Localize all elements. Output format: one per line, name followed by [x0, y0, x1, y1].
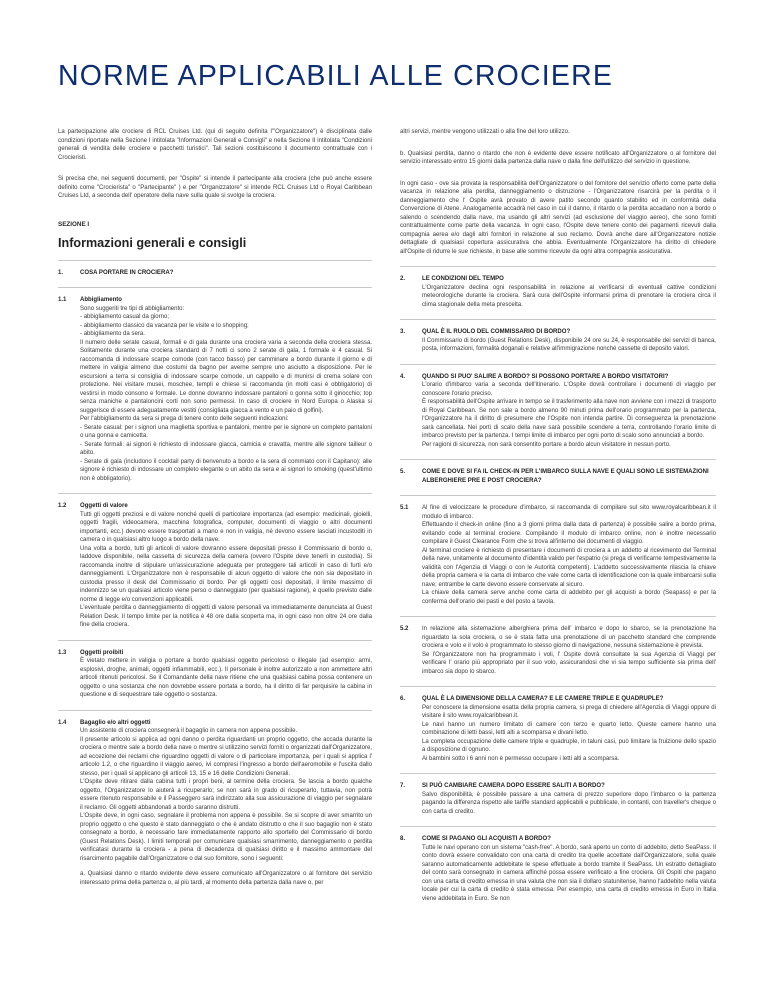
item-line: - Serate di gala (includono il cocktail party di benvenuto a bordo e la sera di commiato con il Capitano): alle signore è richiesto di indossare un completo elegante o un abito da sera e ai signori lo smoking (quest'ultimo non è obbligatorio).: [80, 458, 372, 482]
question-4: [400, 373, 716, 450]
question-title: QUAL È IL RUOLO DEL COMMISSARIO DI BORDO?: [422, 329, 571, 335]
item-text: Al fine di velocizzare le procedure d'imbarco, si raccomanda di compilare sul sito www.royalcaribbean.it il modulo di imbarco. Effettuando il check-in online (fino a 3 giorni prima dalla data di partenza) è possibile salire a bordo prima, evitando code al terminal crociere. Compilando il modulo di imbarco online, non è inoltre necessario compilare il Guest Clearance Form che si trova all'interno dei documenti di viaggio. Al terminal crociere è richiesto di presentare i documenti di crociera a un addetto al ricevimento del Terminal della nave, unitamente al documento d'identità valido per l'espatrio (si prega di verificarne tempestivamente la validità con l'Agenzia di Viaggi o con le Autorità competenti). L'addetto successivamente rilascia la chiave della propria camera e la carta di imbarco che vale come carta di identificazione con la quale imbarcarsi sulla nave; entrambe le carte devono essere conservate al sicuro. La chiave della camera serve anche come carta di addebito per gli acquisti a bordo (Seapass) e per la conferma dell'orario dei pasti e del posto a tavola.: [422, 505, 716, 605]
question-number: 3.: [400, 329, 406, 335]
question-text: L'Organizzatore declina ogni responsabilità in relazione al verificarsi di eventuali cattive condizioni meteorologiche durante la crociera. Sarà cura dell'Ospite informarsi prima di prenotare la crociera circa il clima stagionale della meta prescelta.: [422, 284, 716, 308]
question-number: 5.: [400, 469, 406, 475]
continued-paragraph: b. Qualsiasi perdita, danno o ritardo che non è evidente deve essere notificato all'Organizzatore o al fornitore del servizio interessato entro 15 giorni dalla partenza dalla nave o dalla fine dell'utilizzo del servizio in questione.: [400, 150, 716, 165]
intro-paragraph-1: La partecipazione alle crociere di RCL Cruises Ltd. (qui di seguito definita l'"Organizzatore") è disciplinata dalle condizioni riportate nella Sezione I intitolata "Informazioni Generali e Consigli" e nella Sezione II intitolata "Condizioni generali di vendita delle crociere e pacchetti turistici". Tali sezioni costituiscono il documento contrattuale con i Crocieristi.: [58, 129, 372, 161]
question-1: [58, 269, 372, 278]
item-line: Tutti gli oggetti preziosi e di valore nonché quelli di particolare importanza (ad esempio: medicinali, gioielli, oggetti fragili, videocamera, macchina fotografica, computer, documenti di viaggio o altri documenti importanti, ecc.) devono essere trasportati a mano e non in valigia, né devono essere lasciati incustoditi in camera o in qualsiasi altro luogo a bordo della nave.: [80, 511, 372, 543]
question-6: [400, 695, 716, 763]
item-1-2: [58, 502, 372, 630]
item-text: In relazione alla sistemazione alberghiera prima dell' imbarco e dopo lo sbarco, se la prenotazione ha riguardato la sola crociera, o se è stata fatta una prenotazione di un pacchetto standard che comprende crociera e volo e il volo è programmato lo stesso giorno di navigazione, nessuna sistemazione è prevista. Se l'Organizzatore non ha programmato i voli, l' Ospite dovrà consultate la sua Agenzia di Viaggi per verificare l' orario più appropriato per il suo volo, assicurandosi che vi sia tempo sufficiente sia prima dell' imbarco sia dopo lo sbarco.: [422, 626, 716, 675]
question-number: 6.: [400, 696, 406, 702]
question-2: [400, 275, 716, 309]
item-line: È vietato mettere in valigia o portare a bordo qualsiasi oggetto pericoloso o illegale (ad esempio: armi, esplosivi, droghe, animali, oggetti infiammabili, ecc.). Il personale è inoltre autorizzato a non ammettere altri articoli ritenuti pericolosi. Se il Comandante della nave ritiene che una qualsiasi cabina possa contenere un oggetto o una sostanza che non dovrebbe essere portata a bordo, ha il diritto di far perquisire la cabina in questione e di sequestrare tale oggetto o sostanza.: [80, 658, 372, 698]
item-number: 5.2: [400, 626, 409, 632]
item-line: Per l'abbigliamento da sera si prega di tenere conto delle seguenti indicazioni:: [80, 416, 289, 422]
question-text: L'orario d'imbarco varia a seconda dell'itinerario. L'Ospite dovrà controllare i documenti di viaggio per conoscere l'orario preciso. È responsabilità dell'Ospite arrivare in tempo se il trasferimento alla nave non avviene con i mezzi di trasporto di Royal Caribbean. Se non sale a bordo almeno 90 minuti prima dell'orario programmato per la partenza, l'Organizzatore ha il diritto di presumere che l'Ospite non intenda partire. Di conseguenza la prenotazione sarà cancellata. Nei porti di scalo della nave sarà possibile scendere a terra, controllando l'orario limite di imbarco previsto per la partenza. I tempi limite di imbarco per ogni porto di scalo sono annunciati a bordo. Per ragioni di sicurezza, non sarà consentito portare a bordo alcun visitatore in nessun porto.: [422, 382, 716, 448]
item-line: a. Qualsiasi danno o ritardo evidente deve essere comunicato all'Organizzatore o al fornitore del servizio interessato prima della partenza o, al più tardi, al momento della partenza dalla nave o, per: [80, 871, 372, 886]
item-line: - abbigliamento casual da giorno;: [80, 314, 170, 320]
right-column: [400, 128, 716, 903]
item-line: L'Ospite deve ritirare dalla cabina tutti i propri beni, al termine della crociera. Se lascia a bordo qualche oggetto, l'Organizzatore lo aiuterà a ricuperarlo; se non sarà in grado di ricuperarlo, tuttavia, non potrà essere ritenuto responsabile e il Passeggero sarà indirizzato alla sua assicurazione di viaggio per segnalare il reclamo. Gli oggetti abbandonati a bordo saranno distrutti.: [80, 779, 372, 811]
item-line: Il numero delle serate casual, formali e di gala durante una crociera varia a seconda della crociera stessa. Solitamente durante una crociera standard di 7 notti ci sono 2 serate di gala, 1 formale e 4 casual. Si raccomanda di indossare scarpe comode (con tacco basso) per camminare a bordo durante il giorno e di mettere in valigia almeno due costumi da bagno per averne sempre uno asciutto a disposizione. Per le escursioni a terra si consiglia di indossare scarpe comode, un cappello e di munirsi di crema solare con protezione. Nei visitare musei, moschee, templi e chiese si raccomanda (in molti casi è obbligatorio) di vestirsi in modo consono e formale. Le donne dovranno indossare pantaloni o gonna sotto il ginocchio; top senza maniche e pantaloncini corti non sono permessi. In caso di crociere in Nord Europa o Alaska si suggerisce di essere adeguatamente vestiti (consigliata giacca a vento e un paio di golfini).: [80, 339, 372, 414]
item-line: Un assistente di crociera consegnerà il bagaglio in camera non appena possibile.: [80, 728, 298, 734]
item-line: L'eventuale perdita o danneggiamento di oggetti di valore personali va immediatamente denunciata al Guest Relation Desk. Il tempo limite per la notifica è 48 ore dalla scoperta ma, in ogni caso non oltre 24 ore dalla fine della crociera.: [80, 605, 372, 628]
page-title: NORME APPLICABILI ALLE CROCIERE: [58, 60, 614, 92]
question-title: QUANDO SI PUO' SALIRE A BORDO? SI POSSONO PORTARE A BORDO VISITATORI?: [422, 373, 669, 380]
item-line: - abbigliamento da sera.: [80, 331, 145, 337]
question-number: 2.: [400, 276, 406, 282]
item-title: Abbigliamento: [80, 297, 122, 303]
item-line: L'Ospite deve, in ogni caso, segnalare il problema non appena è possibile. Se si scopre di aver smarrito un proprio oggetto o che questo è stato danneggiato o che è andato distrutto o che il suo bagaglio non è stato consegnato a bordo, è necessario fare immediatamente rapporto allo sportello del Commissario di bordo (Guest Relations Desk). I limiti temporali per comunicare qualsiasi smarrimento, danneggiamento o perdita verificatasi durante la crociera - a pena di decadenza di qualsiasi diritto e il massimo ammontare del risarcimento pagabile dall'Organizzatore o dal suo fornitore, sono i seguenti:: [80, 813, 372, 862]
item-line: Una volta a bordo, tutti gli articoli di valore dovranno essere depositati presso il Commissario di bordo o, laddove disponibile, nella cassetta di sicurezza della camera (ovvero l'Ospite deve tenerli in custodia). Si raccomanda inoltre di stipulare un'assicurazione adeguata per proteggere tali articoli in caso di furti e/o danneggiamenti. L'Organizzatore non è responsabile di alcun oggetto di valore che non sia depositato in custodia presso il desk del Commissario di bordo. Per gli oggetti così depositati, il limite massimo di indennizzo se un qualsiasi articolo viene perso o danneggiato (per qualsiasi ragione), è quello previsto dalle norme di legge e/o convenzioni applicabili.: [80, 545, 372, 603]
item-number: 5.1: [400, 505, 409, 511]
question-text: Il Commissario di bordo (Guest Relations Desk), disponibile 24 ore su 24, è responsabile dei servizi di banca, posta, informazioni, formalità doganali e relative all'immigrazione nonché cassette di deposito valori.: [422, 337, 716, 352]
item-number: 1.3: [58, 649, 67, 656]
intro-paragraph-2: Si precisa che, nei seguenti documenti, per "Ospite" si intende il partecipante alla crociera (che può anche essere definito come "Crocierista" o "Partecipante" ) e per "Organizzatore" si intende RCL Cruises Ltd o Royal Caribbean Cruises Ltd, a seconda dell' operatore della nave sulla quale si svolge la crociera.: [58, 176, 372, 199]
item-line: - Serate casual: per i signori una maglietta sportiva e pantaloni, mentre per le signore un completo pantaloni o una gonna e camicetta.: [80, 424, 372, 439]
item-1-3: [58, 649, 372, 700]
question-title: SI PUÒ CAMBIARE CAMERA DOPO ESSERE SALITI A BORDO?: [422, 783, 605, 789]
question-5: [400, 468, 716, 485]
item-number: 1.1: [58, 297, 67, 303]
item-1-1: [58, 296, 372, 483]
question-title: COME E DOVE SI FA IL CHECK-IN PER L'IMBARCO SULLA NAVE E QUALI SONO LE SISTEMAZIONI ALBERGHIERE PRE E POST CROCIERA?: [422, 469, 709, 484]
question-text: Per conoscere la dimensione esatta della propria camera, si prega di chiedere all'Agenzia di Viaggi oppure di visitare il sito www.royalcaribbean.it. Le navi hanno un numero limitato di camere con terzo e quarto letto. Queste camere hanno una combinazione di letti bassi, letti alti a scomparsa e divani letto. La completa occupazione delle camere triple e quadruple, in taluni casi, può limitare la fruizione dello spazio a disposizione di ognuno. Ai bambini sotto i 6 anni non è permesso occupare i letti alti a scomparsa.: [422, 704, 716, 762]
item-line: - abbigliamento classico da vacanza per le visite e lo shopping;: [80, 322, 249, 329]
question-text: Tutte le navi operano con un sistema "cash-free". A bordo, sarà aperto un conto di addebito, detto SeaPass. Il conto dovrà essere convalidato con una carta di credito tra quelle accettate dall'Organizzatore, sulla quale saranno automaticamente addebitate le spese effettuate a bordo tramite il SeaPass. Un estratto dettagliato del conto sarà consegnato in camera affinché possa essere verificato a fine crociera. Gli Ospiti che pagano con una carta di credito emessa in una valuta che non sia il dollaro statunitense, hanno l'addebito nella valuta locale per cui la carta di credito è stata emessa. Per esempio, una carta di credito emessa in Euro in Italia viene addebitata in Euro. Se non: [422, 844, 716, 902]
question-number: 4.: [400, 373, 406, 380]
continued-paragraph: In ogni caso - ove sia provata la responsabilità dell'Organizzatore o del fornitore del servizio offerto come parte della vacanza in relazione alla perdita, danneggiamento o distruzione - l'Organizzatore risarcirà per la perdita o il danneggiamento che l' Ospite avrà provato di avere patito secondo quanto stabilito ed in conformità della Convenzione di Atene. Analogamente accadrà nel caso in cui il danno, il ritardo o la perdita accadano non a bordo o salendo o scendendo dalla nave, ma usando gli altri servizi (ad esclusione del viaggio aereo), che sono forniti contrattualmente come parte della vacanza. In ogni caso, l'Ospite deve tenere conto dei pagamenti ricevuti dalla compagnia aerea e/o dagli altri fornitori in relazione al suo reclamo. Dovrà anche dare all'Organizzatore notizie dettagliate di qualsiasi copertura assicurativa che abbia. Eventualmente l'Organizzatore ha diritto di chiedere all'Ospite di ridurre le sue richieste, in base alle somme ricevute da ogni altra compagnia assicurativa.: [400, 180, 716, 255]
question-8: [400, 835, 716, 903]
item-number: 1.2: [58, 503, 67, 509]
item-title: Bagaglio e/o altri oggetti: [80, 719, 151, 726]
question-title: LE CONDIZIONI DEL TEMPO: [422, 276, 504, 282]
item-1-4: [58, 719, 372, 888]
question-title: QUAL È LA DIMENSIONE DELLA CAMERA? E LE CAMERE TRIPLE E QUADRUPLE?: [422, 696, 664, 702]
item-title: Oggetti di valore: [80, 503, 128, 509]
question-7: [400, 782, 716, 816]
item-line: Sono suggeriti tre tipi di abbigliamento:: [80, 305, 185, 312]
item-5-2: [400, 625, 716, 676]
question-text: Salvo disponibilità, è possibile passare a una camera di prezzo superiore dopo l'imbarco o la partenza pagando la differenza rispetto alle tariffe standard applicabili e pubblicate, in contanti, con traveller's cheque o con carta di credito.: [422, 791, 716, 815]
left-column: [58, 128, 372, 887]
section-label: SEZIONE I: [58, 220, 90, 228]
question-number: 7.: [400, 783, 406, 789]
item-line: - Serate formali: ai signori è richiesto di indossare giacca, camicia e cravatta, mentre alle signore tailleur o abito.: [80, 441, 372, 456]
section-title: Informazioni generali e consigli: [58, 235, 247, 250]
item-line: Il presente articolo si applica ad ogni danno o perdita riguardanti un proprio oggetto, che accada durante la crociera o mentre sale a bordo della nave o mentre si utilizzino servizi forniti o organizzati dall'Organizzatore, ad eccezione dei reclami che riguardino oggetti di valore o di particolare importanza, per i quali si applica l' articolo 1.2, o che riguardino il viaggio aereo, ivi compresi l'ingresso a bordo dell'aeromobile e l'uscita dallo stesso, per i quali si applicano gli articoli 13, 15 e 16 delle Condizioni Generali.: [80, 736, 372, 777]
question-title: COSA PORTARE IN CROCIERA?: [80, 269, 174, 276]
question-number: 1.: [58, 269, 64, 276]
continued-paragraph: altri servizi, mentre vengono utilizzati o alla fine del loro utilizzo.: [400, 129, 570, 135]
item-5-1: [400, 504, 716, 606]
item-number: 1.4: [58, 719, 67, 726]
question-title: COME SI PAGANO GLI ACQUISTI A BORDO?: [422, 836, 551, 842]
question-3: [400, 328, 716, 354]
question-number: 8.: [400, 836, 406, 842]
item-title: Oggetti proibiti: [80, 649, 124, 656]
